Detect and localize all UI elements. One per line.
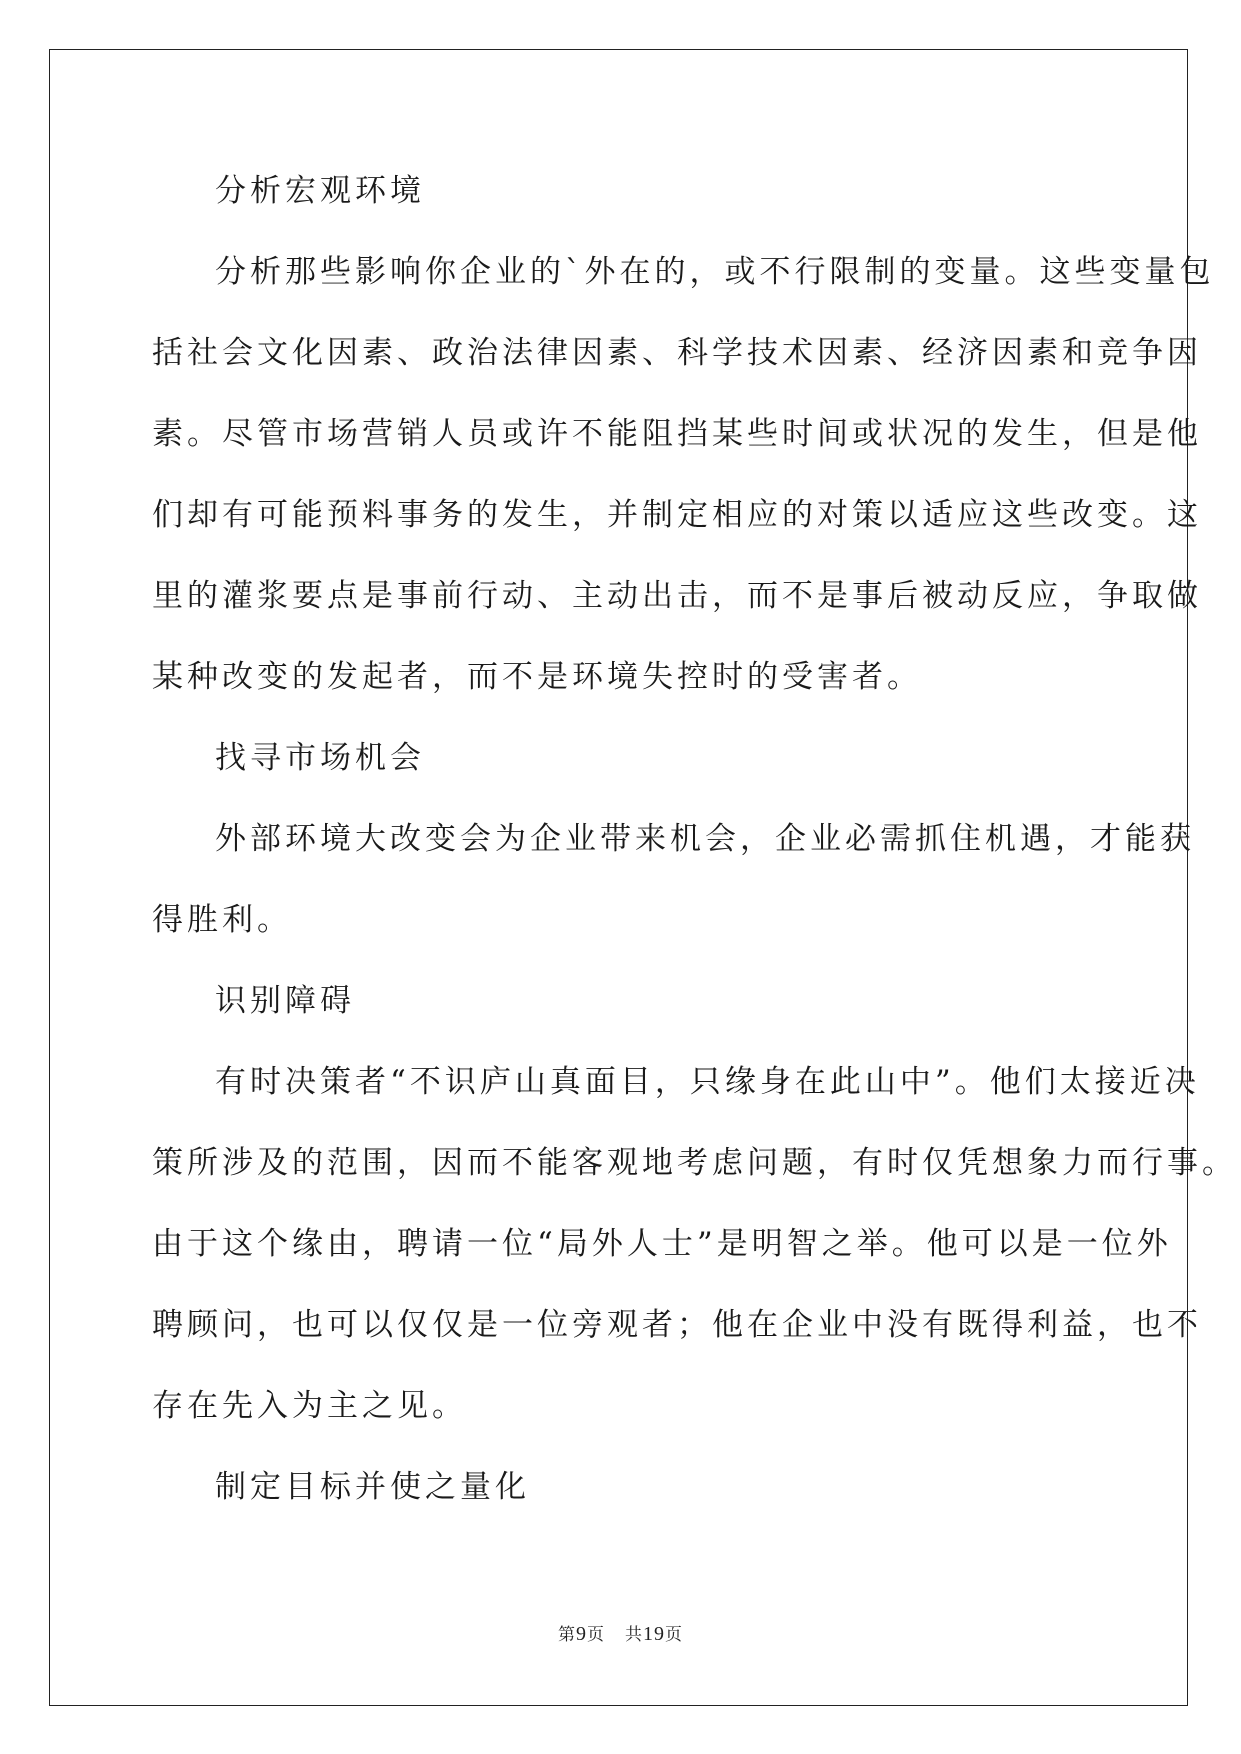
paragraph-line: 分析那些影响你企业的`外在的，或不行限制的变量。这些变量包	[215, 254, 1215, 290]
paragraph-line: 存在先入为主之见。	[152, 1388, 467, 1424]
paragraph-line: 策所涉及的范围，因而不能客观地考虑问题，有时仅凭想象力而行事。	[152, 1145, 1237, 1181]
section-heading: 找寻市场机会	[215, 740, 425, 776]
page-prefix: 第	[558, 1625, 576, 1645]
section-heading: 分析宏观环境	[215, 173, 425, 209]
paragraph-line: 有时决策者“不识庐山真面目，只缘身在此山中”。他们太接近决	[215, 1064, 1200, 1100]
paragraph-line: 外部环境大改变会为企业带来机会，企业必需抓住机遇，才能获	[215, 821, 1195, 857]
paragraph-line: 由于这个缘由，聘请一位“局外人士”是明智之举。他可以是一位外	[152, 1226, 1172, 1262]
section-heading: 识别障碍	[215, 983, 355, 1019]
page-footer	[0, 1620, 1241, 1646]
paragraph-line: 括社会文化因素、政治法律因素、科学技术因素、经济因素和竞争因	[152, 335, 1202, 371]
paragraph-line: 得胜利。	[152, 902, 292, 938]
paragraph-line: 某种改变的发起者，而不是环境失控时的受害者。	[152, 659, 922, 695]
paragraph-line: 素。尽管市场营销人员或许不能阻挡某些时间或状况的发生，但是他	[152, 416, 1202, 452]
page-number: 9	[576, 1623, 587, 1645]
paragraph-line: 里的灌浆要点是事前行动、主动出击，而不是事后被动反应，争取做	[152, 578, 1202, 614]
paragraph-line: 们却有可能预料事务的发生，并制定相应的对策以适应这些改变。这	[152, 497, 1202, 533]
paragraph-line: 聘顾问，也可以仅仅是一位旁观者；他在企业中没有既得利益，也不	[152, 1307, 1202, 1343]
total-suffix: 页	[665, 1625, 683, 1645]
total-prefix: 共	[625, 1625, 643, 1645]
page-suffix: 页	[587, 1625, 605, 1645]
total-pages: 19	[643, 1623, 665, 1645]
section-heading: 制定目标并使之量化	[215, 1469, 530, 1505]
document-body	[152, 160, 1237, 1537]
